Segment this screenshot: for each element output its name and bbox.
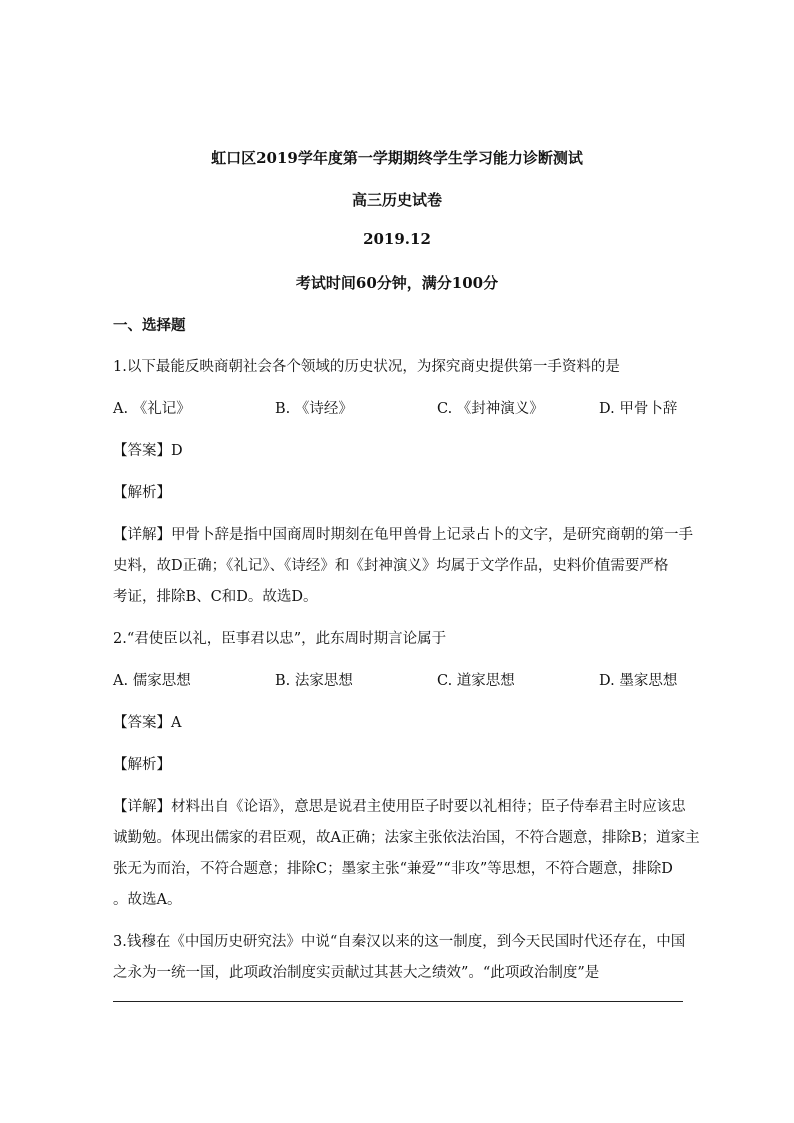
question-2-detail-line: 张无为而治，不符合题意；排除C；墨家主张“兼爱”“非攻”等思想，不符合题意，排除D bbox=[113, 861, 673, 877]
question-1-detail-line: 【详解】甲骨卜辞是指中国商周时期刻在龟甲兽骨上记录占卜的文字，是研究商朝的第一手 bbox=[113, 527, 693, 543]
question-2-option-a: A. 儒家思想 bbox=[113, 673, 191, 689]
question-2-option-d: D. 墨家思想 bbox=[599, 673, 678, 689]
question-2-detail-line: 【详解】材料出自《论语》，意思是说君主使用臣子时要以礼相待；臣子侍奉君主时应该忠 bbox=[113, 799, 686, 815]
question-1-stem: 1.以下最能反映商朝社会各个领域的历史状况，为探究商史提供第一手资料的是 bbox=[113, 359, 620, 375]
question-2-analysis-label: 【解析】 bbox=[113, 757, 171, 773]
question-2-option-b: B. 法家思想 bbox=[275, 673, 353, 689]
question-2-stem: 2.“君使臣以礼，臣事君以忠”，此东周时期言论属于 bbox=[113, 631, 447, 647]
question-1-answer: 【答案】D bbox=[113, 443, 183, 459]
question-2-answer: 【答案】A bbox=[113, 715, 182, 731]
question-1-option-c: C. 《封神演义》 bbox=[437, 401, 544, 417]
question-1-detail-line: 史料，故D正确；《礼记》、《诗经》和《封神演义》均属于文学作品，史料价值需要严格 bbox=[113, 558, 669, 574]
question-3-stem: 3.钱穆在《中国历史研究法》中说“自秦汉以来的这一制度，到今天民国时代还存在，中国 bbox=[113, 934, 686, 950]
question-2-detail-line: 。故选A。 bbox=[113, 892, 182, 908]
exam-date: 2019.12 bbox=[363, 230, 431, 248]
question-1-option-b: B. 《诗经》 bbox=[275, 401, 353, 417]
question-1-option-a: A. 《礼记》 bbox=[113, 401, 191, 417]
question-1-option-d: D. 甲骨卜辞 bbox=[599, 401, 678, 417]
exam-subtitle: 高三历史试卷 bbox=[351, 191, 442, 209]
exam-info: 考试时间60分钟，满分100分 bbox=[295, 274, 499, 292]
exam-title: 虹口区2019学年度第一学期期终学生学习能力诊断测试 bbox=[211, 149, 583, 167]
question-1-analysis-label: 【解析】 bbox=[113, 485, 171, 501]
footer-divider bbox=[113, 1001, 683, 1002]
question-2-detail-line: 诚勤勉。体现出儒家的君臣观，故A正确；法家主张依法治国，不符合题意，排除B；道家主 bbox=[113, 830, 700, 846]
section-heading: 一、选择题 bbox=[113, 317, 186, 334]
question-2-option-c: C. 道家思想 bbox=[437, 673, 515, 689]
question-3-stem: 之永为一统一国，此项政治制度实贡献过其甚大之绩效”。“此项政治制度”是 bbox=[113, 965, 600, 981]
question-1-detail-line: 考证，排除B、C和D。故选D。 bbox=[113, 589, 318, 605]
